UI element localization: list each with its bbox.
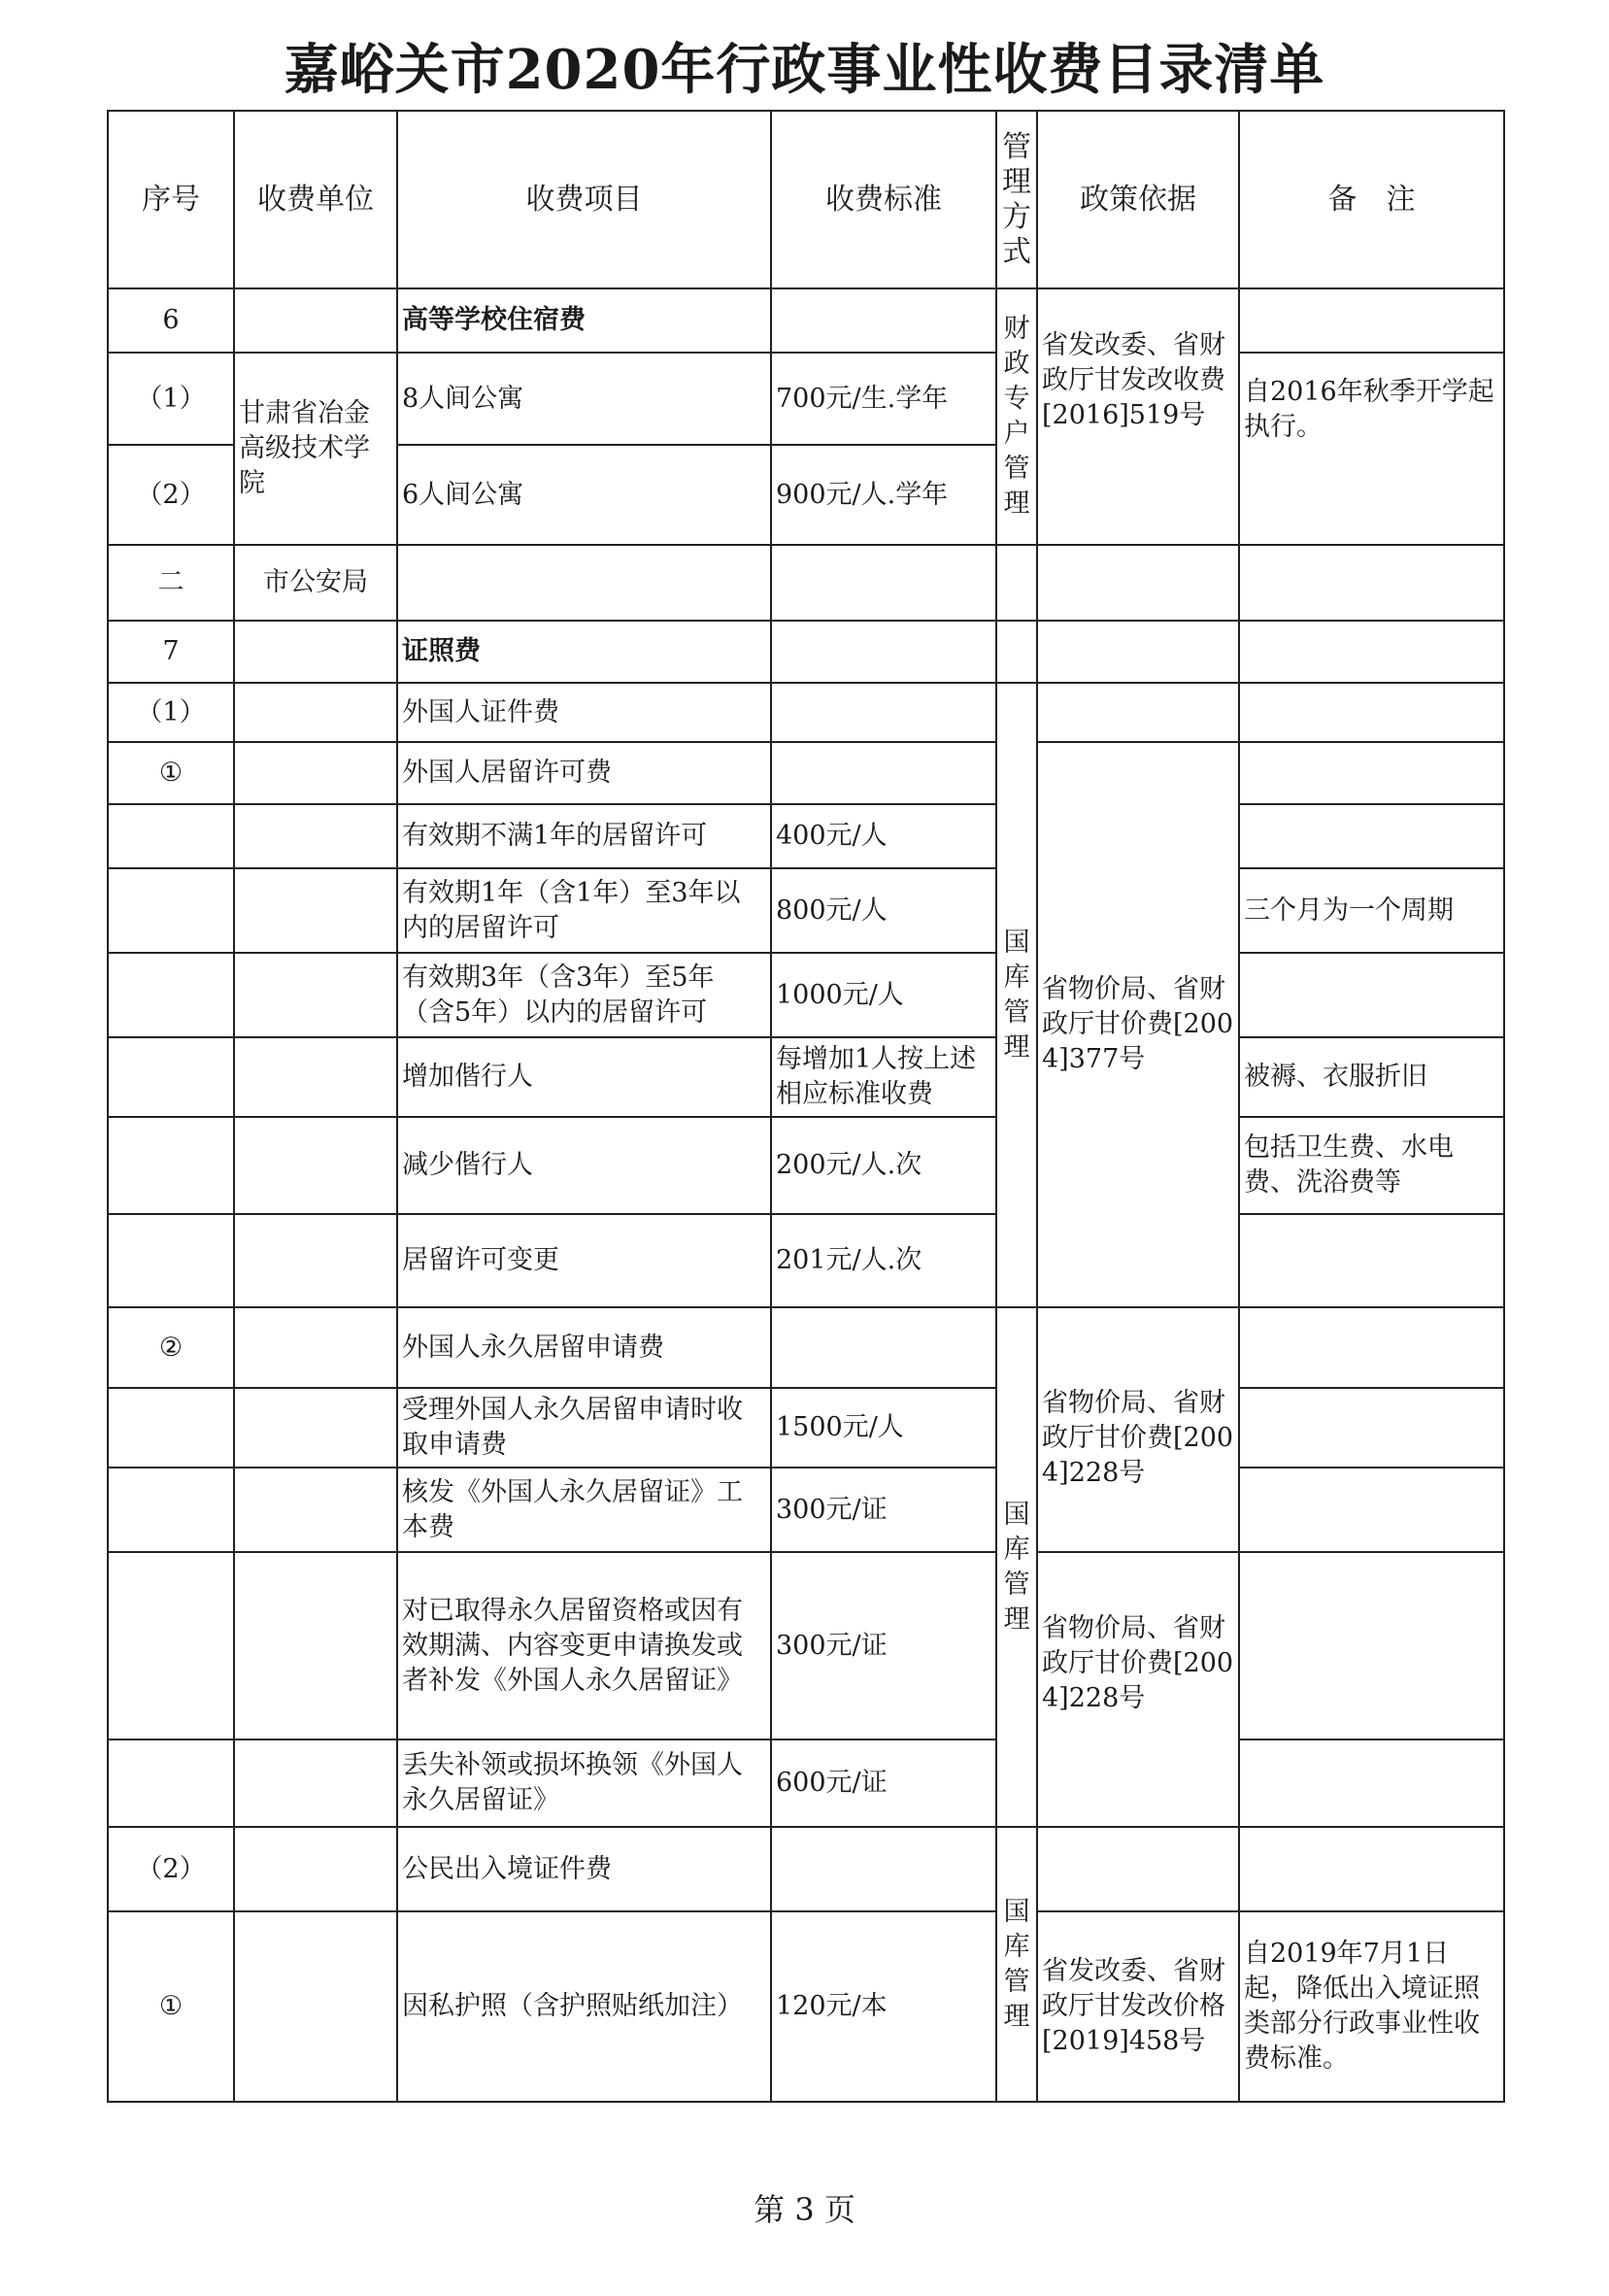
row-item: 外国人永久居留申请费 xyxy=(397,1307,771,1388)
document-title: 嘉峪关市2020年行政事业性收费目录清单 xyxy=(284,38,1325,102)
row-remark: 包括卫生费、水电费、洗浴费等 xyxy=(1239,1117,1504,1214)
header-row xyxy=(108,111,1504,288)
row-remark xyxy=(1239,545,1504,621)
header-index: 序号 xyxy=(108,111,234,288)
header-item: 收费项目 xyxy=(397,111,771,288)
row-unit xyxy=(234,868,397,953)
row-index xyxy=(108,868,234,953)
row-remark xyxy=(1239,683,1504,742)
row-unit xyxy=(234,1911,397,2102)
header-remark: 备 注 xyxy=(1239,111,1504,288)
row-standard: 201元/人.次 xyxy=(771,1214,996,1307)
row-standard xyxy=(771,545,996,621)
row-unit xyxy=(234,1739,397,1827)
row-item xyxy=(397,545,771,621)
table-row xyxy=(108,545,1504,621)
row-standard: 1500元/人 xyxy=(771,1388,996,1468)
row-index xyxy=(108,1037,234,1117)
row-standard: 700元/生.学年 xyxy=(771,353,996,445)
row-index: （1） xyxy=(108,683,234,742)
table-row xyxy=(108,1037,1504,1117)
row-policy: 省物价局、省财政厅甘价费[2004]377号 xyxy=(1037,742,1239,1307)
row-policy: 省物价局、省财政厅甘价费[2004]228号 xyxy=(1037,1307,1239,1552)
row-policy xyxy=(1037,545,1239,621)
header-unit: 收费单位 xyxy=(234,111,397,288)
row-index xyxy=(108,1468,234,1552)
row-standard xyxy=(771,1307,996,1388)
table-row xyxy=(108,1214,1504,1307)
row-policy: 省物价局、省财政厅甘价费[2004]228号 xyxy=(1037,1552,1239,1827)
row-standard: 300元/证 xyxy=(771,1552,996,1739)
row-index xyxy=(108,953,234,1037)
row-remark xyxy=(1239,621,1504,683)
row-unit xyxy=(234,1307,397,1388)
row-index: ① xyxy=(108,742,234,804)
row-mgmt: 财 政 专 户 管 理 xyxy=(996,288,1037,545)
row-mgmt: 国 库 管 理 xyxy=(996,1307,1037,1827)
row-index: （2） xyxy=(108,445,234,545)
row-index xyxy=(108,1117,234,1214)
row-item: 8人间公寓 xyxy=(397,353,771,445)
row-unit xyxy=(234,1827,397,1911)
row-item: 减少偕行人 xyxy=(397,1117,771,1214)
row-item: 因私护照（含护照贴纸加注） xyxy=(397,1911,771,2102)
row-index: 二 xyxy=(108,545,234,621)
row-remark: 被褥、衣服折旧 xyxy=(1239,1037,1504,1117)
row-unit xyxy=(234,621,397,683)
table-row xyxy=(108,1388,1504,1468)
header-mgmt: 管 理 方 式 xyxy=(996,111,1037,288)
row-remark xyxy=(1239,1552,1504,1739)
row-item: 对已取得永久居留资格或因有效期满、内容变更申请换发或者补发《外国人永久居留证》 xyxy=(397,1552,771,1739)
row-standard xyxy=(771,1827,996,1911)
row-remark: 三个月为一个周期 xyxy=(1239,868,1504,953)
row-index: （1） xyxy=(108,353,234,445)
row-mgmt xyxy=(996,621,1037,683)
row-index: 6 xyxy=(108,288,234,353)
row-standard: 600元/证 xyxy=(771,1739,996,1827)
row-item: 有效期3年（含3年）至5年（含5年）以内的居留许可 xyxy=(397,953,771,1037)
table-row xyxy=(108,953,1504,1037)
row-unit xyxy=(234,1214,397,1307)
row-policy xyxy=(1037,621,1239,683)
table-row xyxy=(108,353,1504,445)
table-row xyxy=(108,1911,1504,2102)
fee-table xyxy=(107,110,1505,2103)
row-index: 7 xyxy=(108,621,234,683)
row-unit xyxy=(234,288,397,353)
row-unit xyxy=(234,953,397,1037)
row-item: 核发《外国人永久居留证》工本费 xyxy=(397,1468,771,1552)
row-remark xyxy=(1239,288,1504,353)
row-standard xyxy=(771,683,996,742)
row-standard xyxy=(771,288,996,353)
row-standard: 120元/本 xyxy=(771,1911,996,2102)
table-row xyxy=(108,804,1504,868)
row-unit: 市公安局 xyxy=(234,545,397,621)
row-policy xyxy=(1037,683,1239,742)
row-item: 丢失补领或损坏换领《外国人永久居留证》 xyxy=(397,1739,771,1827)
row-standard xyxy=(771,621,996,683)
row-unit xyxy=(234,1468,397,1552)
row-policy xyxy=(1037,1827,1239,1911)
row-remark: 自2019年7月1日起，降低出入境证照类部分行政事业性收费标准。 xyxy=(1239,1911,1504,2102)
row-unit xyxy=(234,742,397,804)
row-unit xyxy=(234,1117,397,1214)
table-row xyxy=(108,1307,1504,1388)
row-remark: 自2016年秋季开学起执行。 xyxy=(1239,353,1504,545)
table-row xyxy=(108,683,1504,742)
row-standard: 300元/证 xyxy=(771,1468,996,1552)
row-standard: 900元/人.学年 xyxy=(771,445,996,545)
row-remark xyxy=(1239,742,1504,804)
row-item: 6人间公寓 xyxy=(397,445,771,545)
table-row xyxy=(108,288,1504,353)
row-standard: 800元/人 xyxy=(771,868,996,953)
row-item: 受理外国人永久居留申请时收取申请费 xyxy=(397,1388,771,1468)
row-unit xyxy=(234,1037,397,1117)
row-index: （2） xyxy=(108,1827,234,1911)
row-policy: 省发改委、省财政厅甘发改价格[2019]458号 xyxy=(1037,1911,1239,2102)
row-unit xyxy=(234,804,397,868)
row-mgmt: 国 库 管 理 xyxy=(996,1827,1037,2102)
header-policy: 政策依据 xyxy=(1037,111,1239,288)
row-index xyxy=(108,1552,234,1739)
row-index xyxy=(108,1388,234,1468)
row-item: 证照费 xyxy=(397,621,771,683)
row-index xyxy=(108,1739,234,1827)
row-remark xyxy=(1239,1307,1504,1388)
table-row xyxy=(108,1827,1504,1911)
row-unit: 甘肃省冶金高级技术学院 xyxy=(234,353,397,545)
row-remark xyxy=(1239,953,1504,1037)
table-row xyxy=(108,1468,1504,1552)
row-remark xyxy=(1239,1388,1504,1468)
row-policy: 省发改委、省财政厅甘发改收费[2016]519号 xyxy=(1037,288,1239,545)
row-standard: 400元/人 xyxy=(771,804,996,868)
table-row xyxy=(108,1739,1504,1827)
row-index: ② xyxy=(108,1307,234,1388)
row-item: 高等学校住宿费 xyxy=(397,288,771,353)
table-row xyxy=(108,742,1504,804)
row-standard: 1000元/人 xyxy=(771,953,996,1037)
row-remark xyxy=(1239,1468,1504,1552)
page-number: 第 3 页 xyxy=(754,2191,855,2228)
row-remark xyxy=(1239,1827,1504,1911)
table-row xyxy=(108,621,1504,683)
row-item: 居留许可变更 xyxy=(397,1214,771,1307)
row-item: 公民出入境证件费 xyxy=(397,1827,771,1911)
row-standard: 200元/人.次 xyxy=(771,1117,996,1214)
row-standard: 每增加1人按上述相应标准收费 xyxy=(771,1037,996,1117)
row-item: 外国人居留许可费 xyxy=(397,742,771,804)
row-standard xyxy=(771,742,996,804)
row-index xyxy=(108,1214,234,1307)
row-item: 有效期1年（含1年）至3年以内的居留许可 xyxy=(397,868,771,953)
row-unit xyxy=(234,683,397,742)
table-row xyxy=(108,868,1504,953)
table-row xyxy=(108,1552,1504,1739)
row-remark xyxy=(1239,1214,1504,1307)
row-item: 外国人证件费 xyxy=(397,683,771,742)
row-item: 有效期不满1年的居留许可 xyxy=(397,804,771,868)
row-remark xyxy=(1239,804,1504,868)
row-index: ① xyxy=(108,1911,234,2102)
header-standard: 收费标准 xyxy=(771,111,996,288)
table-row xyxy=(108,1117,1504,1214)
row-unit xyxy=(234,1552,397,1739)
row-remark xyxy=(1239,1739,1504,1827)
row-item: 增加偕行人 xyxy=(397,1037,771,1117)
row-index xyxy=(108,804,234,868)
row-mgmt xyxy=(996,545,1037,621)
row-mgmt: 国 库 管 理 xyxy=(996,683,1037,1307)
row-unit xyxy=(234,1388,397,1468)
